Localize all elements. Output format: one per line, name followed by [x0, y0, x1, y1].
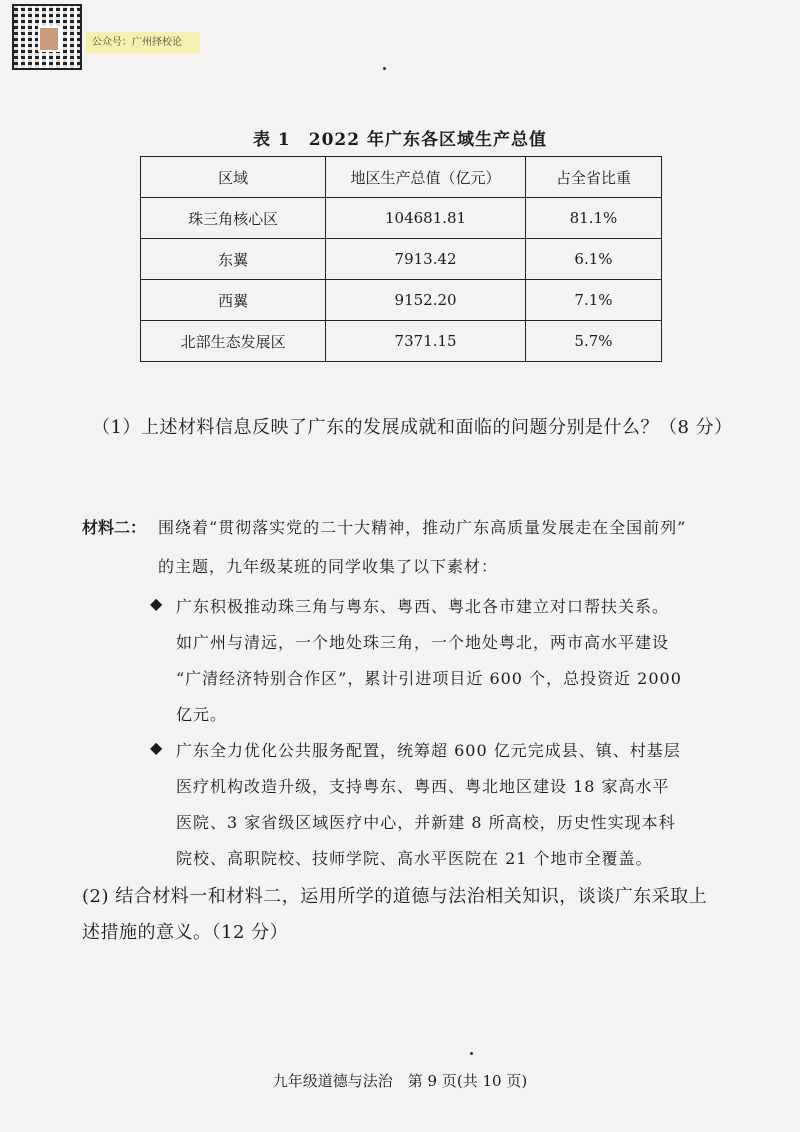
- bullet-2-line: 院校、高职院校、技师学院、高水平医院在 21 个地市全覆盖。: [176, 849, 653, 868]
- table-row: [141, 321, 662, 362]
- share-cell: 81.1%: [525, 198, 661, 239]
- speck: [470, 1052, 473, 1055]
- table-row: [141, 198, 662, 239]
- question-2: 述措施的意义。（12 分）: [82, 922, 289, 943]
- region-cell: 西翼: [141, 280, 326, 321]
- table-caption: 表 1 2022 年广东各区域生产总值: [253, 130, 547, 150]
- region-cell: 珠三角核心区: [141, 198, 326, 239]
- bullet-1-line: “广清经济特别合作区”，累计引进项目近 600 个，总投资近 2000: [176, 669, 682, 688]
- material-2-intro: 的主题，九年级某班的同学收集了以下素材：: [158, 557, 499, 576]
- region-cell: 东翼: [141, 239, 326, 280]
- bullet-2-line: 医疗机构改造升级，支持粤东、粤西、粤北地区建设 18 家高水平: [176, 777, 670, 796]
- bullet-2-line: 广东全力优化公共服务配置，统筹超 600 亿元完成县、镇、村基层: [176, 741, 681, 760]
- table-row: [141, 280, 662, 321]
- speck: [383, 67, 386, 70]
- gdp-cell: 104681.81: [326, 198, 526, 239]
- table-header-row: [141, 157, 662, 198]
- diamond-bullet-icon: ◆: [150, 738, 163, 757]
- table-header: 占全省比重: [525, 157, 661, 198]
- material-2-intro: 围绕着“贯彻落实党的二十大精神，推动广东高质量发展走在全国前列”: [158, 518, 687, 537]
- share-cell: 6.1%: [525, 239, 661, 280]
- qr-code: [14, 6, 80, 68]
- bullet-2-line: 医院、3 家省级区域医疗中心，并新建 8 所高校，历史性实现本科: [176, 813, 676, 832]
- table-header: 地区生产总值（亿元）: [326, 157, 526, 198]
- share-cell: 7.1%: [525, 280, 661, 321]
- region-cell: 北部生态发展区: [141, 321, 326, 362]
- gdp-cell: 7913.42: [326, 239, 526, 280]
- bullet-1-line: 如广州与清远，一个地处珠三角，一个地处粤北，两市高水平建设: [176, 633, 670, 652]
- table-header: 区域: [141, 157, 326, 198]
- table-row: [141, 239, 662, 280]
- question-1: （1）上述材料信息反映了广东的发展成就和面临的问题分别是什么？（8 分）: [92, 417, 733, 438]
- material-2-label: 材料二：: [82, 518, 147, 537]
- gdp-cell: 9152.20: [326, 280, 526, 321]
- page-footer: 九年级道德与法治 第 9 页(共 10 页): [272, 1072, 528, 1090]
- diamond-bullet-icon: ◆: [150, 594, 163, 613]
- gdp-cell: 7371.15: [326, 321, 526, 362]
- question-2: (2) 结合材料一和材料二，运用所学的道德与法治相关知识，谈谈广东采取上: [82, 886, 708, 907]
- gdp-table: [140, 156, 662, 362]
- bullet-1-line: 亿元。: [176, 705, 228, 724]
- wechat-account-label: 公众号：广州择校论: [86, 32, 200, 54]
- avatar: [38, 26, 60, 52]
- bullet-1-line: 广东积极推动珠三角与粤东、粤西、粤北各市建立对口帮扶关系。: [176, 597, 670, 616]
- share-cell: 5.7%: [525, 321, 661, 362]
